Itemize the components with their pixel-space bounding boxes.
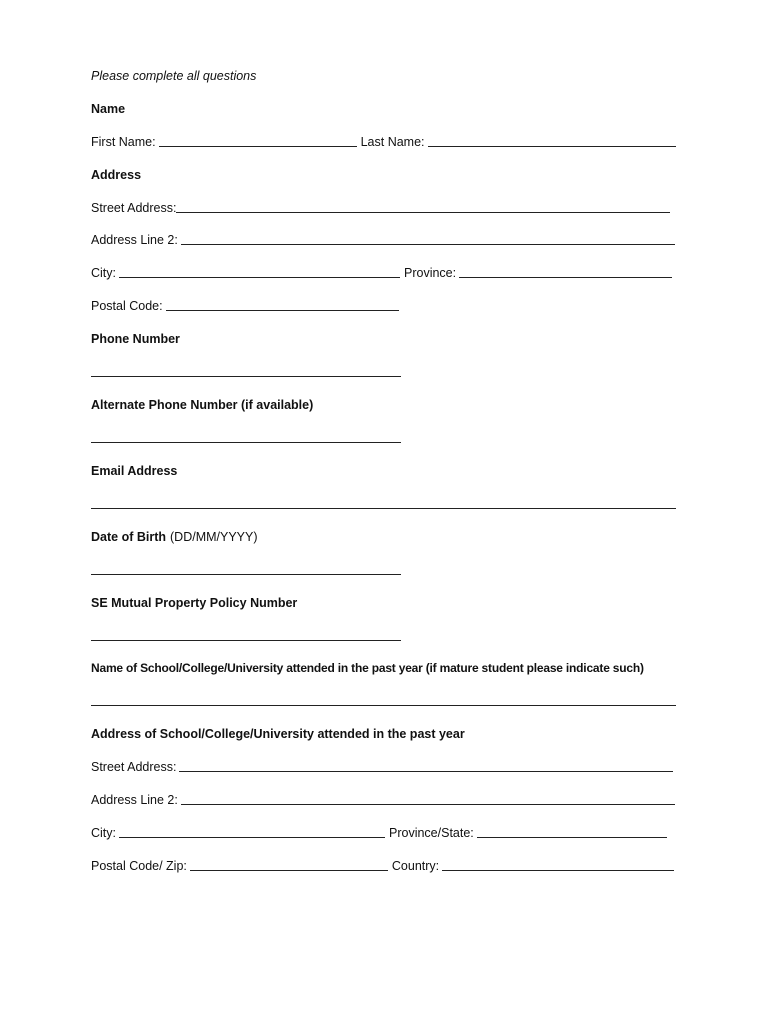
dob-row [91, 560, 401, 578]
school-heading-text: Name of School/College/University attended in the past year (if mature student please indicate such) [91, 661, 644, 675]
school-street-row [91, 757, 673, 775]
alt-phone-field[interactable] [91, 430, 401, 443]
name-heading-text: Name [91, 102, 126, 116]
address-heading-text: Address [91, 168, 142, 182]
instructions-text: Please complete all questions [91, 69, 257, 83]
address-heading [91, 165, 141, 183]
province-label: Province: [404, 266, 457, 280]
dob-heading [91, 527, 258, 545]
school-street-field[interactable] [179, 759, 673, 772]
email-heading-text: Email Address [91, 464, 178, 478]
alt-phone-heading [91, 395, 313, 413]
school-postal-row [91, 856, 674, 874]
policy-heading [91, 593, 297, 611]
school-postal-field[interactable] [190, 858, 388, 871]
address-line2-label: Address Line 2: [91, 233, 178, 247]
school-address-heading [91, 724, 465, 742]
name-heading [91, 99, 125, 117]
phone-heading [91, 329, 180, 347]
school-country-label: Country: [391, 859, 440, 873]
alt-phone-heading-text: Alternate Phone Number (if available) [91, 398, 314, 412]
last-name-label: Last Name: [360, 135, 425, 149]
phone-row [91, 362, 401, 380]
school-postal-label: Postal Code/ Zip: [91, 859, 187, 873]
email-row [91, 494, 676, 512]
policy-heading-text: SE Mutual Property Policy Number [91, 596, 298, 610]
street-address-row [91, 198, 670, 216]
postal-code-field[interactable] [166, 298, 399, 311]
dob-field[interactable] [91, 562, 401, 575]
city-field[interactable] [119, 265, 400, 278]
policy-row [91, 626, 401, 644]
first-name-label: First Name: [91, 135, 156, 149]
school-name-field[interactable] [91, 693, 676, 706]
school-country-field[interactable] [442, 858, 674, 871]
address-line2-row [91, 230, 675, 248]
postal-code-label: Postal Code: [91, 299, 163, 313]
phone-field[interactable] [91, 364, 401, 377]
last-name-field[interactable] [428, 134, 676, 147]
email-heading [91, 461, 177, 479]
school-city-row [91, 823, 667, 841]
school-address-heading-text: Address of School/College/University attended in the past year [91, 727, 465, 741]
postal-code-row [91, 296, 399, 314]
school-city-field[interactable] [119, 825, 385, 838]
street-address-label: Street Address: [91, 201, 177, 215]
email-field[interactable] [91, 496, 676, 509]
dob-format-hint: (DD/MM/YYYY) [170, 530, 258, 544]
alt-phone-row [91, 428, 401, 446]
school-heading [91, 658, 644, 676]
school-line2-row [91, 790, 675, 808]
dob-heading-text: Date of Birth [91, 530, 166, 544]
policy-number-field[interactable] [91, 628, 401, 641]
school-city-label: City: [91, 826, 116, 840]
first-name-field[interactable] [159, 134, 357, 147]
city-label: City: [91, 266, 116, 280]
school-line2-field[interactable] [181, 792, 675, 805]
phone-heading-text: Phone Number [91, 332, 180, 346]
address-line2-field[interactable] [181, 232, 675, 245]
province-field[interactable] [459, 265, 672, 278]
school-street-label: Street Address: [91, 760, 177, 774]
instructions [91, 66, 256, 84]
school-province-field[interactable] [477, 825, 667, 838]
street-address-field[interactable] [176, 200, 670, 213]
name-row [91, 132, 676, 150]
school-province-label: Province/State: [389, 826, 474, 840]
school-line2-label: Address Line 2: [91, 793, 178, 807]
city-province-row [91, 263, 672, 281]
school-row [91, 691, 676, 709]
